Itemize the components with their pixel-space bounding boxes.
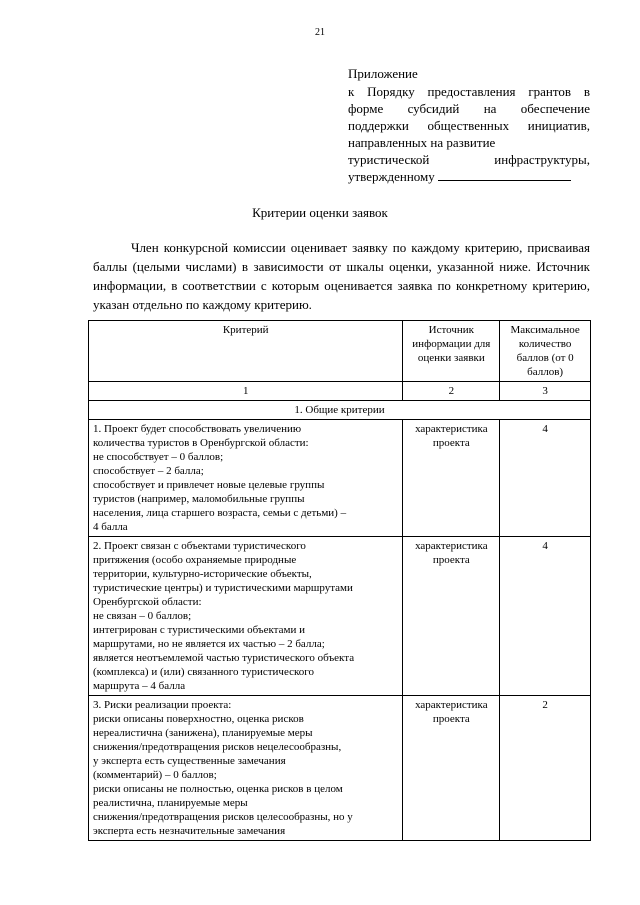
source-cell: характеристика проекта xyxy=(403,696,500,841)
column-number: 2 xyxy=(403,382,500,401)
max-score-cell: 2 xyxy=(500,696,591,841)
page-number: 21 xyxy=(315,27,325,38)
column-number-row xyxy=(89,382,591,401)
table-header-row xyxy=(89,321,591,382)
appendix-line-approved xyxy=(348,168,590,185)
criterion-cell: 3. Риски реализации проекта: риски описаны поверхностно, оценка рисков нереалистична (занижена), планируемые меры снижения/предотвращения рисков нецелесообразны, у эксперта есть существенные замечания (комментарий) – 0 баллов; риски описаны не полностью, оценка рисков в целом реалистична, планируемые меры снижения/предотвращения рисков целесообразны, но у эксперта есть незначительные замечания xyxy=(89,696,403,841)
criterion-cell: 2. Проект связан с объектами туристического притяжения (особо охраняемые природные территории, культурно-исторические объекты, туристические центры) и туристическими маршрутами Оренбургской области: не связан – 0 баллов; интегрирован с туристическими объектами и маршрутами, но не является их частью – 2 балла; является неотъемлемой частью туристического объекта (комплекса) и (или) связанного туристического маршрута – 4 балла xyxy=(89,537,403,696)
section-title: 1. Общие критерии xyxy=(89,401,591,420)
appendix-line: туристической инфраструктуры, xyxy=(348,152,590,167)
appendix-block xyxy=(348,65,590,185)
column-number: 3 xyxy=(500,382,591,401)
header-max-score: Максимальное количество баллов (от 0 баллов) xyxy=(500,321,591,382)
appendix-line: направленных на развитие xyxy=(348,135,496,150)
intro-paragraph xyxy=(93,238,590,314)
criteria-table xyxy=(88,320,591,841)
signature-blank-line xyxy=(438,170,571,181)
source-cell: характеристика проекта xyxy=(403,537,500,696)
appendix-title: Приложение xyxy=(348,66,418,81)
document-title: Критерии оценки заявок xyxy=(252,205,388,220)
header-criterion: Критерий xyxy=(89,321,403,382)
source-cell: характеристика проекта xyxy=(403,420,500,537)
max-score-cell: 4 xyxy=(500,420,591,537)
max-score-cell: 4 xyxy=(500,537,591,696)
appendix-line: форме субсидий на обеспечение xyxy=(348,101,590,116)
section-row xyxy=(89,401,591,420)
appendix-line: к Порядку предоставления грантов в xyxy=(348,84,590,99)
header-source: Источник информации для оценки заявки xyxy=(403,321,500,382)
appendix-approved-label: утвержденному xyxy=(348,169,435,184)
criterion-cell: 1. Проект будет способствовать увеличению количества туристов в Оренбургской области: не способствует – 0 баллов; способствует – 2 балла; способствует и привлечет новые целевые группы туристов (например, маломобильные группы населения, лица старшего возраста, семьи с детьми) – 4 балла xyxy=(89,420,403,537)
table-row xyxy=(89,537,591,696)
table-row xyxy=(89,420,591,537)
appendix-line: поддержки общественных инициатив, xyxy=(348,118,590,133)
column-number: 1 xyxy=(89,382,403,401)
intro-text: Член конкурсной комиссии оценивает заявку по каждому критерию, присваивая баллы (целыми числами) в зависимости от шкалы оценки, указанной ниже. Источник информации, в соответствии с которым оценивается заявка по конкретному критерию, указан отдельно по каждому критерию. xyxy=(93,240,590,312)
table-row xyxy=(89,696,591,841)
